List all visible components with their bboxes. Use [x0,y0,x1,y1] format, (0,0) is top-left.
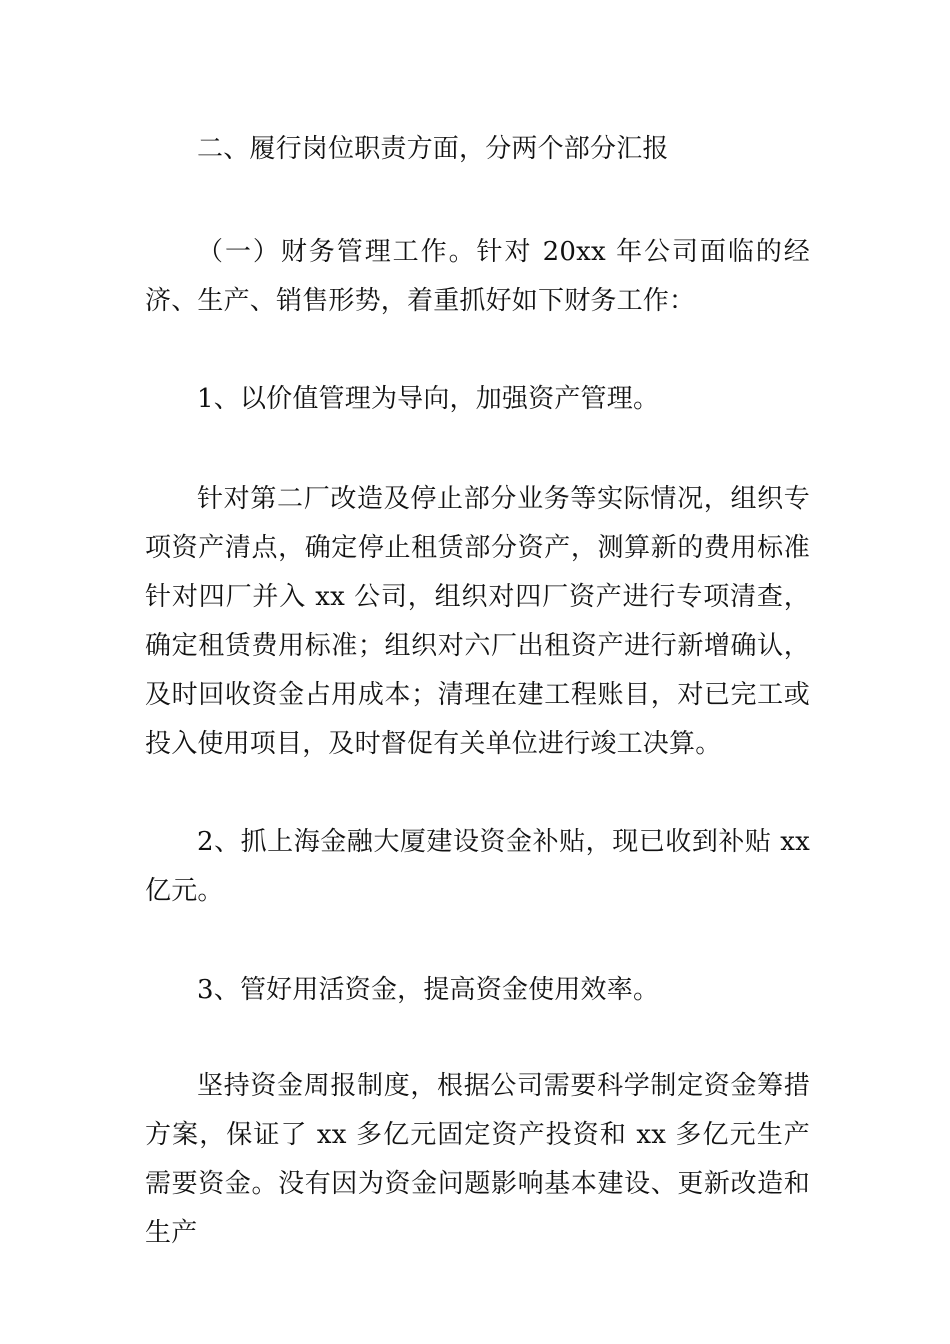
section-heading-duties: 二、履行岗位职责方面，分两个部分汇报 [197,134,669,164]
item-1-body: 针对第二厂改造及停止部分业务等实际情况，组织专项资产清点，确定停止租赁部分资产，测算新的费用标准针对四厂并入 xx 公司，组织对四厂资产进行专项清查，确定租赁费用标准；组织对六厂出租资产进行新增确认，及时回收资金占用成本；清理在建工程账目，对已完工或投入使用项目，及时督促有关单位进行竣工决算。 [145,484,810,759]
subsection-financial-management: （一）财务管理工作。针对 20xx 年公司面临的经济、生产、销售形势，着重抓好如下财务工作： [145,237,810,316]
item-1-heading: 1、以价值管理为导向，加强资产管理。 [197,384,660,414]
item-3-body: 坚持资金周报制度，根据公司需要科学制定资金筹措方案，保证了 xx 多亿元固定资产投资和 xx 多亿元生产需要资金。没有因为资金问题影响基本建设、更新改造和生产 [145,1071,810,1248]
item-3-heading: 3、管好用活资金，提高资金使用效率。 [197,975,660,1005]
item-2-text: 2、抓上海金融大厦建设资金补贴，现已收到补贴 xx 亿元。 [145,827,810,906]
